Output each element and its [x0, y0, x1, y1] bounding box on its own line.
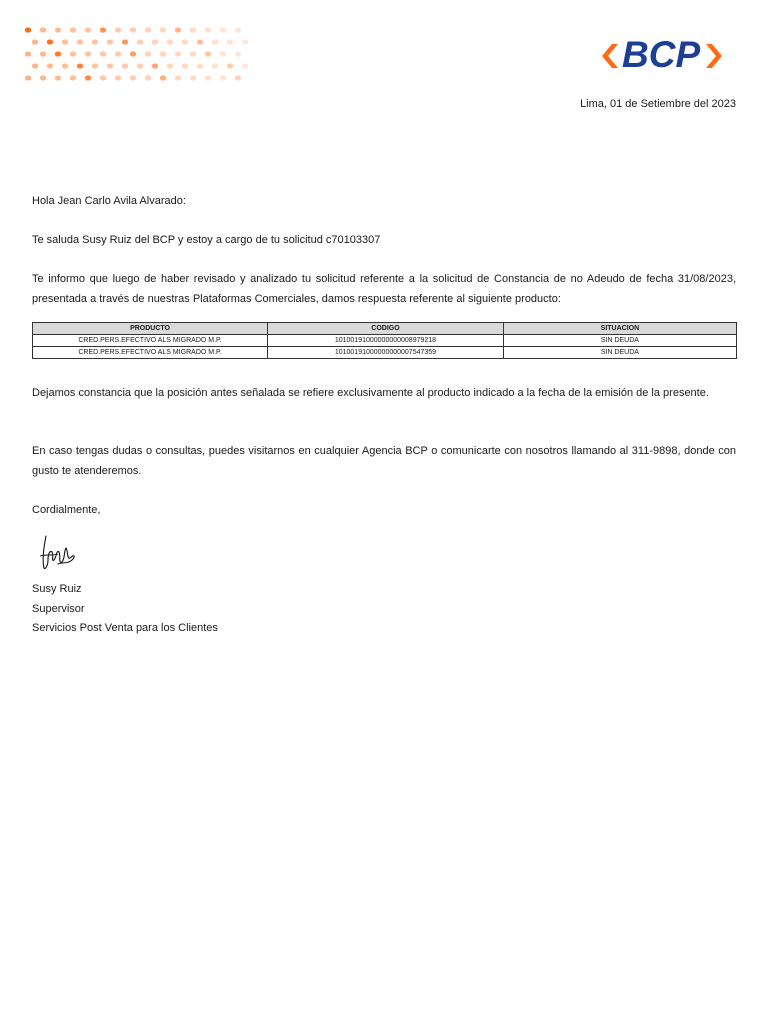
decorative-dot	[25, 27, 31, 32]
decorative-dot	[100, 51, 106, 56]
decorative-dot	[115, 51, 121, 56]
decorative-dot	[190, 75, 196, 80]
decorative-dot	[85, 27, 91, 32]
decorative-dot	[235, 75, 241, 80]
cell-producto: CRED.PERS.EFECTIVO ALS MIGRADO M.P.	[33, 335, 268, 347]
decorative-dot	[152, 39, 158, 44]
decorative-dot	[122, 39, 128, 44]
decorative-dot	[47, 39, 53, 44]
decorative-dot	[100, 27, 106, 32]
decorative-dot	[175, 51, 181, 56]
decorative-dot	[32, 39, 38, 44]
decorative-dot	[235, 51, 241, 56]
decorative-dot	[160, 27, 166, 32]
decorative-dot	[137, 63, 143, 68]
decorative-dot	[70, 27, 76, 32]
decorative-dot	[197, 39, 203, 44]
decorative-dot	[77, 39, 83, 44]
intro-paragraph: Te saluda Susy Ruiz del BCP y estoy a cargo de tu solicitud c70103307	[32, 234, 381, 246]
decorative-dot	[92, 39, 98, 44]
decorative-dot	[220, 75, 226, 80]
decorative-dot	[107, 39, 113, 44]
decorative-dot	[62, 63, 68, 68]
decorative-dot	[220, 27, 226, 32]
decorative-dot	[145, 51, 151, 56]
decorative-dot	[70, 75, 76, 80]
table-row	[33, 347, 737, 359]
decorative-dot	[167, 39, 173, 44]
decorative-dot	[242, 39, 248, 44]
decorative-dot	[115, 75, 121, 80]
table-header-row	[33, 323, 737, 335]
handwritten-signature	[32, 526, 82, 574]
decorative-dot-pattern	[22, 24, 252, 84]
decorative-dot	[85, 75, 91, 80]
decorative-dot	[115, 27, 121, 32]
decorative-dot	[32, 63, 38, 68]
decorative-dot	[47, 63, 53, 68]
cell-situacion: SIN DEUDA	[503, 347, 736, 359]
signature-block	[32, 580, 218, 639]
product-table	[32, 322, 737, 359]
decorative-dot	[25, 51, 31, 56]
body-paragraph-1: Te informo que luego de haber revisado y analizado tu solicitud referente a la solicitud de Constancia de no Adeudo de fecha 31/08/2023, presentada a través de nuestras Plataformas Comerciales, damos respuesta referente al siguiente producto:	[32, 273, 736, 305]
decorative-dot	[40, 51, 46, 56]
decorative-dot	[137, 39, 143, 44]
cell-situacion: SIN DEUDA	[503, 335, 736, 347]
decorative-dot	[160, 51, 166, 56]
decorative-dot	[130, 51, 136, 56]
decorative-dot	[190, 51, 196, 56]
decorative-dot	[235, 27, 241, 32]
bcp-logo	[598, 36, 726, 76]
cell-producto: CRED.PERS.EFECTIVO ALS MIGRADO M.P.	[33, 347, 268, 359]
decorative-dot	[175, 27, 181, 32]
decorative-dot	[130, 75, 136, 80]
decorative-dot	[145, 75, 151, 80]
decorative-dot	[85, 51, 91, 56]
decorative-dot	[55, 27, 61, 32]
decorative-dot	[92, 63, 98, 68]
decorative-dot	[25, 75, 31, 80]
decorative-dot	[227, 39, 233, 44]
column-header-producto: PRODUCTO	[33, 323, 268, 335]
decorative-dot	[145, 27, 151, 32]
decorative-dot	[70, 51, 76, 56]
decorative-dot	[40, 27, 46, 32]
table-row	[33, 335, 737, 347]
decorative-dot	[152, 63, 158, 68]
decorative-dot	[205, 51, 211, 56]
decorative-dot	[77, 63, 83, 68]
signer-name: Susy Ruiz	[32, 583, 82, 595]
decorative-dot	[205, 75, 211, 80]
decorative-dot	[227, 63, 233, 68]
column-header-codigo: CODIGO	[268, 323, 504, 335]
decorative-dot	[160, 75, 166, 80]
decorative-dot	[197, 63, 203, 68]
decorative-dot	[190, 27, 196, 32]
decorative-dot	[212, 63, 218, 68]
decorative-dot	[242, 63, 248, 68]
body-paragraph-3: En caso tengas dudas o consultas, puedes visitarnos en cualquier Agencia BCP o comunicarte con nosotros llamando al 311-9898, donde con gusto te atenderemos.	[32, 445, 736, 477]
decorative-dot	[220, 51, 226, 56]
decorative-dot	[175, 75, 181, 80]
decorative-dot	[182, 63, 188, 68]
decorative-dot	[55, 51, 61, 56]
decorative-dot	[205, 27, 211, 32]
decorative-dot	[100, 75, 106, 80]
cell-codigo: 10100191000000000008979218	[268, 335, 504, 347]
column-header-situacion: SITUACION	[503, 323, 736, 335]
signer-department: Servicios Post Venta para los Clientes	[32, 622, 218, 634]
decorative-dot	[62, 39, 68, 44]
decorative-dot	[130, 27, 136, 32]
body-paragraph-2: Dejamos constancia que la posición antes señalada se refiere exclusivamente al producto indicado a la fecha de la emisión de la presente.	[32, 387, 709, 399]
cell-codigo: 10100191000000000007547359	[268, 347, 504, 359]
brand-name: BCP	[622, 34, 701, 75]
decorative-dot	[122, 63, 128, 68]
decorative-dot	[55, 75, 61, 80]
greeting: Hola Jean Carlo Avila Alvarado:	[32, 195, 186, 207]
letter-date: Lima, 01 de Setiembre del 2023	[580, 98, 736, 110]
decorative-dot	[167, 63, 173, 68]
closing-line: Cordialmente,	[32, 504, 101, 516]
decorative-dot	[212, 39, 218, 44]
decorative-dot	[107, 63, 113, 68]
decorative-dot	[182, 39, 188, 44]
decorative-dot	[40, 75, 46, 80]
signer-role: Supervisor	[32, 602, 85, 615]
